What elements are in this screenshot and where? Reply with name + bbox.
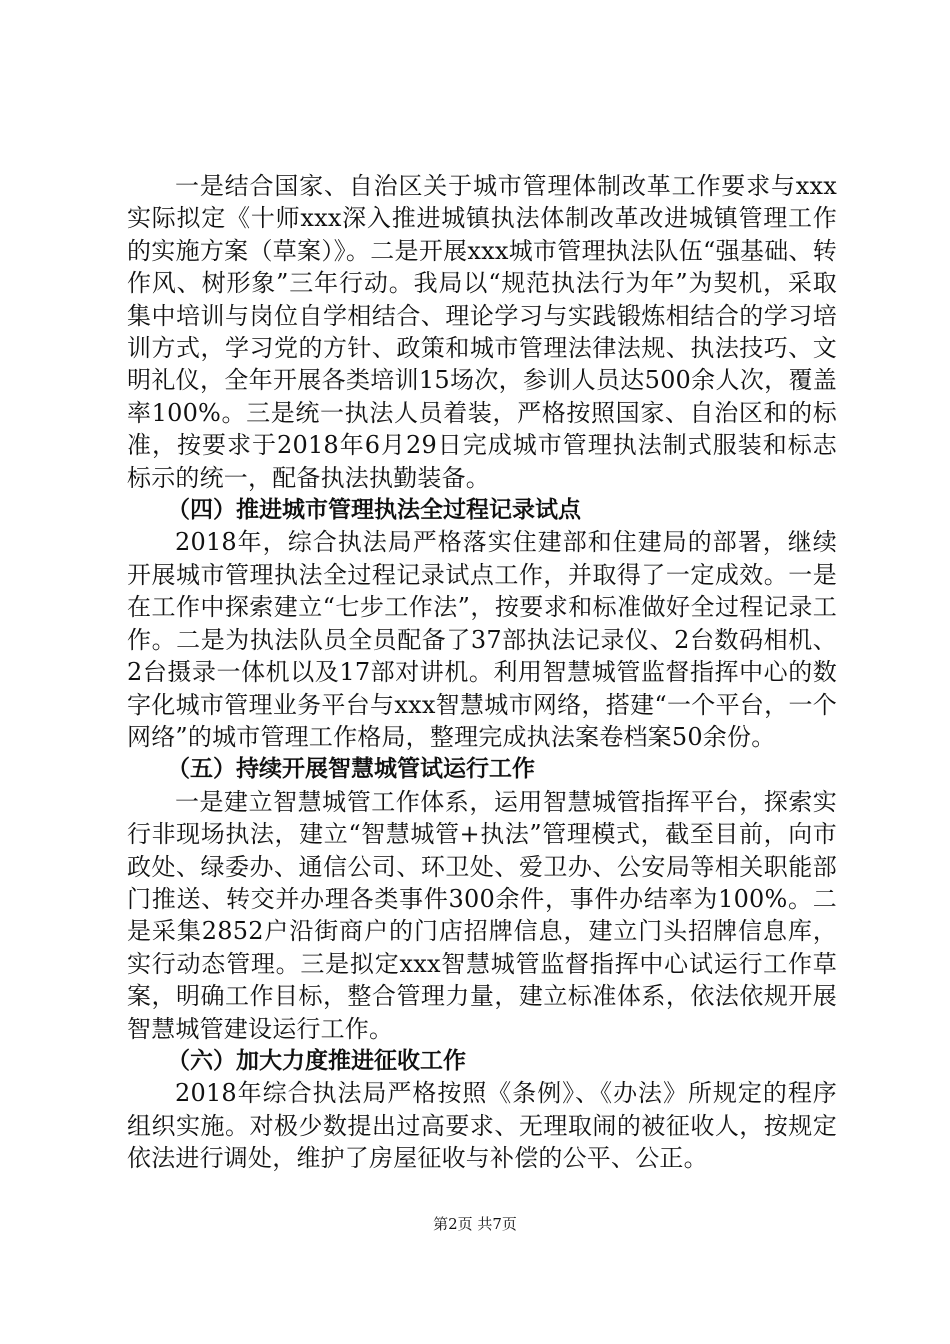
page-number-footer: 第2页 共7页 bbox=[433, 1215, 517, 1233]
document-body bbox=[127, 170, 837, 1175]
body-paragraph: 2018年综合执法局严格按照《条例》、《办法》所规定的程序组织实施。对极少数提出过高要求、无理取闹的被征收人，按规定依法进行调处，维护了房屋征收与补偿的公平、公正。 bbox=[127, 1079, 837, 1173]
body-paragraph: 2018年，综合执法局严格落实住建部和住建局的部署，继续开展城市管理执法全过程记录试点工作，并取得了一定成效。一是在工作中探索建立“七步工作法”，按要求和标准做好全过程记录工作。二是为执法队员全员配备了37部执法记录仪、2台数码相机、2台摄录一体机以及17部对讲机。利用智慧城管监督指挥中心的数字化城市管理业务平台与xxx智慧城市网络，搭建“一个平台，一个网络”的城市管理工作格局，整理完成执法案卷档案50余份。 bbox=[127, 528, 837, 751]
body-paragraph: 一是建立智慧城管工作体系，运用智慧城管指挥平台，探索实行非现场执法，建立“智慧城管+执法”管理模式，截至目前，向市政处、绿委办、通信公司、环卫处、爱卫办、公安局等相关职能部门推送、转交并办理各类事件300余件，事件办结率为100%。二是采集2852户沿街商户的门店招牌信息，建立门头招牌信息库，实行动态管理。三是拟定xxx智慧城管监督指挥中心试运行工作草案，明确工作目标，整合管理力量，建立标准体系，依法依规开展智慧城管建设运行工作。 bbox=[127, 787, 837, 1043]
section-heading: （五）持续开展智慧城管试运行工作 bbox=[167, 756, 535, 783]
section-heading: （四）推进城市管理执法全过程记录试点 bbox=[167, 497, 581, 524]
body-paragraph: 一是结合国家、自治区关于城市管理体制改革工作要求与xxx实际拟定《十师xxx深入推进城镇执法体制改革改进城镇管理工作的实施方案（草案）》。二是开展xxx城市管理执法队伍“强基础、转作风、树形象”三年行动。我局以“规范执法行为年”为契机，采取集中培训与岗位自学相结合、理论学习与实践锻炼相结合的学习培训方式，学习党的方针、政策和城市管理法律法规、执法技巧、文明礼仪，全年开展各类培训15场次，参训人员达500余人次，覆盖率100%。三是统一执法人员着装，严格按照国家、自治区和的标准，按要求于2018年6月29日完成城市管理执法制式服装和标志标示的统一，配备执法执勤装备。 bbox=[127, 172, 837, 492]
section-heading: （六）加大力度推进征收工作 bbox=[167, 1047, 466, 1074]
